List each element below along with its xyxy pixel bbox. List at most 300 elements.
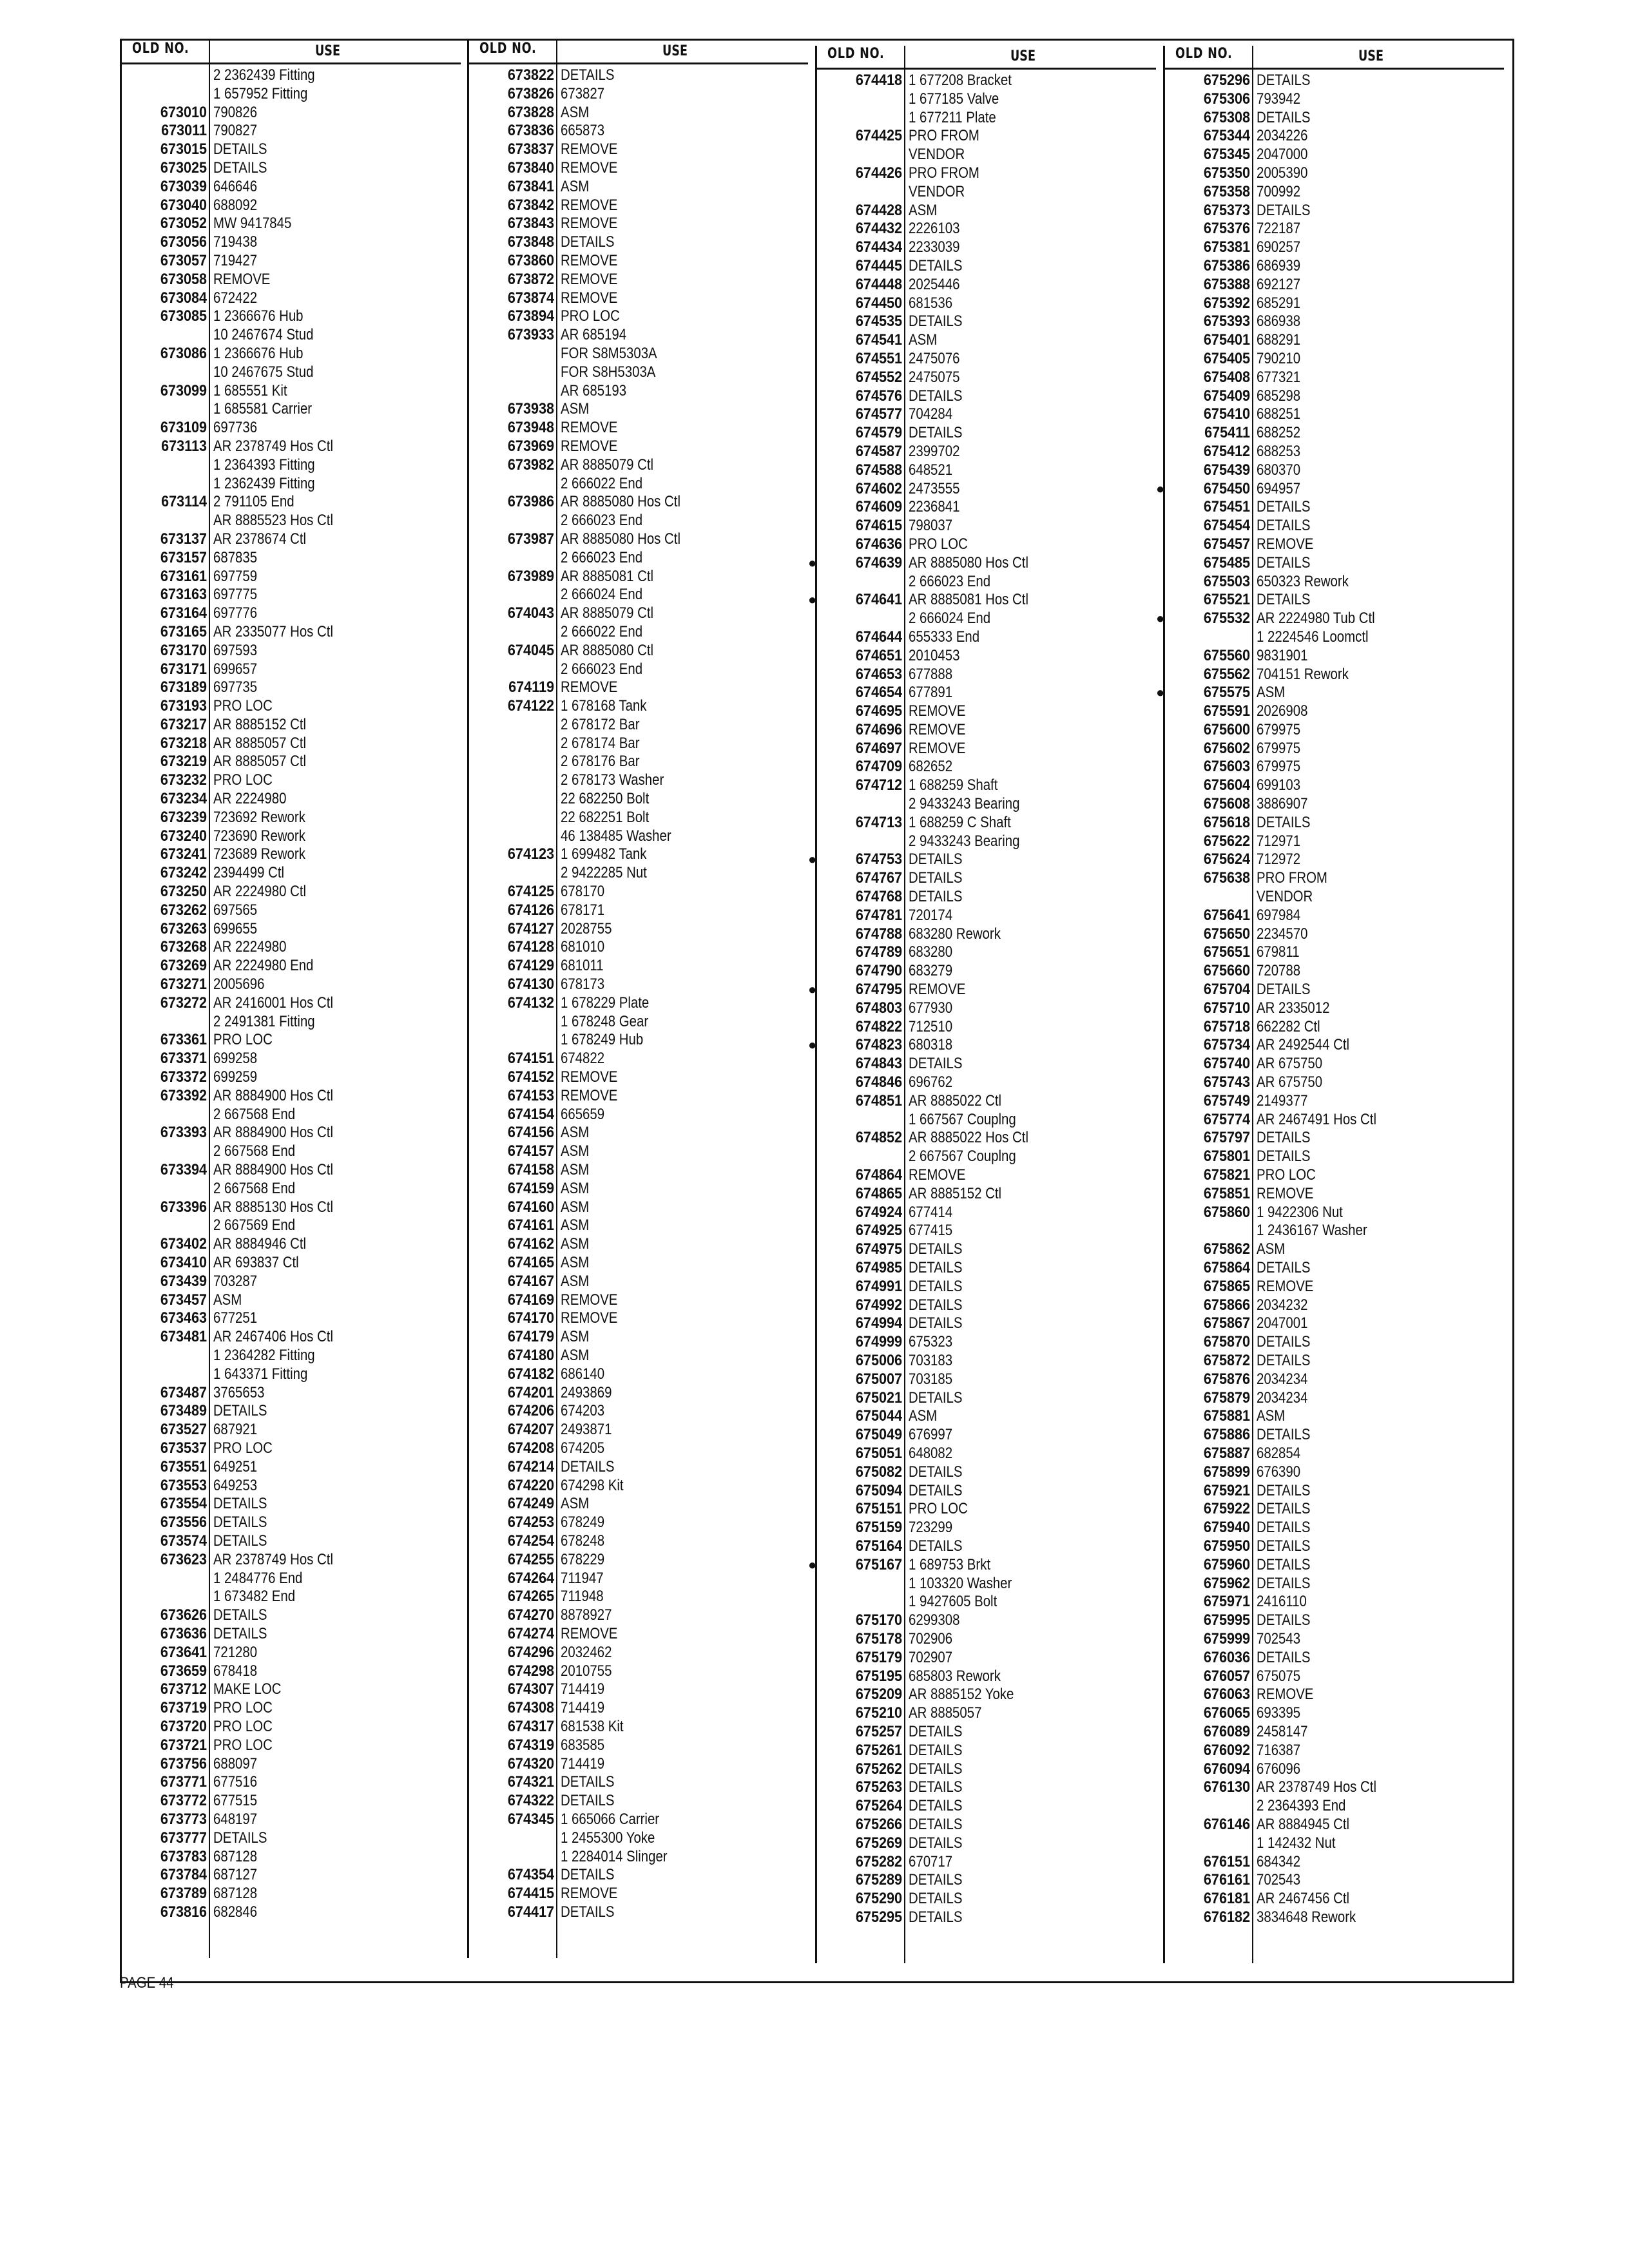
old-part-number: 673396 <box>160 1198 207 1216</box>
use-value: PRO LOC <box>561 307 620 325</box>
table-row <box>817 183 1156 202</box>
table-row <box>817 164 1156 183</box>
use-value: 790827 <box>213 122 258 140</box>
header-use: USE <box>315 43 340 59</box>
use-value: 2 666024 End <box>909 610 991 628</box>
table-row <box>817 1018 1156 1037</box>
old-part-number: 673272 <box>160 994 207 1012</box>
old-part-number: 674609 <box>855 498 902 516</box>
table-row <box>469 530 808 549</box>
table-row <box>817 1890 1156 1908</box>
old-part-number: 674043 <box>507 604 554 622</box>
old-part-number: 674354 <box>507 1866 554 1884</box>
table-row <box>1165 1296 1504 1315</box>
table-row <box>122 957 461 975</box>
use-value: 1 665066 Carrier <box>561 1810 660 1828</box>
table-row <box>1165 276 1504 294</box>
use-value: 1 667567 Couplng <box>909 1110 1016 1128</box>
table-row <box>817 1593 1156 1611</box>
old-part-number: 675532 <box>1203 610 1250 628</box>
use-value: PRO LOC <box>213 697 273 715</box>
table-row <box>1165 647 1504 666</box>
use-value: AR 8885523 Hos Ctl <box>213 512 333 530</box>
old-part-number: 675749 <box>1203 1091 1250 1110</box>
table-row <box>817 294 1156 313</box>
old-part-number: 675995 <box>1203 1611 1250 1629</box>
table-column-3 <box>808 46 1156 1963</box>
table-row <box>469 1198 808 1217</box>
use-value: 699657 <box>213 660 258 678</box>
table-row <box>1165 90 1504 109</box>
table-row <box>469 678 808 697</box>
table-row <box>1165 1370 1504 1389</box>
old-part-number: 673721 <box>160 1736 207 1754</box>
old-part-number: 675094 <box>855 1481 902 1499</box>
use-value: 683279 <box>909 962 953 980</box>
use-value: 2493869 <box>561 1383 612 1401</box>
table-row <box>469 437 808 456</box>
use-value: 672422 <box>213 289 258 307</box>
use-value: DETAILS <box>909 1741 963 1759</box>
table-row <box>469 1903 808 1922</box>
header-old-no: OLD NO. <box>827 46 885 62</box>
table-row <box>122 1680 461 1699</box>
table-row <box>817 424 1156 443</box>
use-value: 1 2366676 Hub <box>213 344 304 362</box>
use-value: 676096 <box>1257 1760 1301 1778</box>
table-row <box>469 1736 808 1755</box>
old-part-number: 673826 <box>507 84 554 102</box>
table-row <box>469 419 808 437</box>
change-bullet-icon: ● <box>1156 480 1165 497</box>
table-row <box>469 642 808 660</box>
old-part-number: 673860 <box>507 251 554 269</box>
table-row <box>817 1667 1156 1686</box>
table-row <box>817 1871 1156 1890</box>
table-row <box>808 553 1156 573</box>
table-row <box>1165 758 1504 776</box>
use-value: 681010 <box>561 938 605 956</box>
table-row <box>817 907 1156 925</box>
old-part-number: 674132 <box>507 994 554 1012</box>
table-row <box>817 684 1156 702</box>
use-value: 2 666023 End <box>561 548 643 566</box>
table-row <box>469 604 808 623</box>
use-value: 697565 <box>213 901 258 919</box>
use-value: REMOVE <box>213 270 271 288</box>
table-row <box>122 197 461 215</box>
old-part-number: 673841 <box>507 177 554 195</box>
use-value: 2034232 <box>1257 1296 1308 1314</box>
old-part-number: 675082 <box>855 1463 902 1481</box>
old-part-number: 675881 <box>1203 1407 1250 1425</box>
table-row <box>469 1570 808 1588</box>
table-row <box>122 140 461 159</box>
table-row <box>817 1723 1156 1742</box>
old-part-number: 675740 <box>1203 1055 1250 1073</box>
table-row <box>469 1662 808 1681</box>
use-value: 2 2362439 Fitting <box>213 66 315 84</box>
use-value: AR 8885130 Hos Ctl <box>213 1198 333 1216</box>
use-value: 722187 <box>1257 220 1301 238</box>
old-part-number: 675876 <box>1203 1370 1250 1388</box>
table-row <box>1165 72 1504 90</box>
table-row <box>1165 146 1504 164</box>
old-part-number: 675704 <box>1203 981 1250 999</box>
use-value: ASM <box>561 1198 590 1216</box>
use-value: 2 678173 Washer <box>561 771 664 789</box>
use-value: ASM <box>561 1495 590 1513</box>
use-value: DETAILS <box>1257 1148 1311 1166</box>
use-value: 682854 <box>1257 1444 1301 1462</box>
use-value: 1 678229 Plate <box>561 994 650 1012</box>
old-part-number: 673218 <box>160 734 207 752</box>
table-row <box>122 326 461 345</box>
table-row <box>122 716 461 735</box>
old-part-number: 674767 <box>855 869 902 887</box>
use-value: REMOVE <box>561 215 618 233</box>
old-part-number: 673969 <box>507 437 554 455</box>
parts-cross-reference-table <box>120 39 1514 1983</box>
old-part-number: 674651 <box>855 646 902 664</box>
use-value: PRO LOC <box>1257 1166 1316 1184</box>
old-part-number: 675457 <box>1203 535 1250 553</box>
table-row <box>1165 1018 1504 1037</box>
old-part-number: 674577 <box>855 405 902 423</box>
table-row <box>817 238 1156 257</box>
header-rule <box>122 62 461 64</box>
use-value: AR 2467456 Ctl <box>1257 1890 1350 1908</box>
table-row <box>122 345 461 363</box>
use-value: DETAILS <box>1257 1555 1311 1573</box>
change-bullet-icon: ● <box>808 591 817 608</box>
old-part-number: 673822 <box>507 66 554 84</box>
table-row <box>1165 1259 1504 1278</box>
table-row <box>1165 554 1504 573</box>
use-value: AR 2224980 End <box>213 957 314 975</box>
old-part-number: 674924 <box>855 1203 902 1221</box>
old-part-number: 676182 <box>1203 1908 1250 1926</box>
old-part-number: 674151 <box>507 1050 554 1068</box>
table-row <box>1165 1519 1504 1537</box>
use-value: AR 8884945 Ctl <box>1257 1815 1350 1833</box>
use-value: REMOVE <box>561 1885 618 1903</box>
old-part-number: 673170 <box>160 641 207 659</box>
table-row <box>1165 1537 1504 1556</box>
use-value: ASM <box>1257 1240 1286 1258</box>
use-value: 686140 <box>561 1365 605 1383</box>
table-row <box>469 1458 808 1477</box>
use-value: 687921 <box>213 1421 258 1439</box>
use-value: AR 8885152 Yoke <box>909 1686 1014 1704</box>
old-part-number: 673234 <box>160 790 207 808</box>
old-part-number: 675718 <box>1203 1017 1250 1035</box>
table-row <box>122 456 461 475</box>
table-row <box>469 568 808 586</box>
old-part-number: 673268 <box>160 938 207 956</box>
use-value: 703287 <box>213 1272 258 1290</box>
table-row <box>817 776 1156 795</box>
use-value: 648521 <box>909 461 953 479</box>
table-row <box>817 1389 1156 1408</box>
use-value: 2 9433243 Bearing <box>909 832 1020 850</box>
table-row <box>122 1087 461 1106</box>
table-row <box>122 1402 461 1421</box>
use-value: 703183 <box>909 1351 953 1369</box>
table-row <box>122 642 461 660</box>
table-row <box>1165 1686 1504 1704</box>
old-part-number: 675408 <box>1203 368 1250 386</box>
use-value: 697775 <box>213 586 258 604</box>
table-row <box>1165 220 1504 238</box>
use-value: ASM <box>561 1216 590 1235</box>
use-value: AR 2335012 <box>1257 999 1330 1017</box>
table-row <box>469 1142 808 1161</box>
old-part-number: 675710 <box>1203 999 1250 1017</box>
old-part-number: 675734 <box>1203 1036 1250 1054</box>
use-value: 2416110 <box>1257 1593 1307 1611</box>
old-part-number: 674214 <box>507 1457 554 1475</box>
old-part-number: 675170 <box>855 1611 902 1629</box>
table-row <box>122 735 461 753</box>
table-row <box>469 1866 808 1885</box>
use-value: 697593 <box>213 641 258 659</box>
table-row <box>817 1575 1156 1593</box>
old-part-number: 674654 <box>855 684 902 702</box>
old-part-number: 673789 <box>160 1885 207 1903</box>
old-part-number: 673086 <box>160 344 207 362</box>
old-part-number: 673011 <box>161 122 207 140</box>
use-value: PRO LOC <box>213 1717 273 1735</box>
table-row <box>817 962 1156 981</box>
table-row <box>817 1742 1156 1760</box>
use-value: 22 682251 Bolt <box>561 808 650 826</box>
table-row <box>122 883 461 901</box>
table-row <box>1165 888 1504 907</box>
use-value: 648082 <box>909 1444 953 1462</box>
old-part-number: 675743 <box>1203 1073 1250 1091</box>
table-row <box>469 1384 808 1403</box>
table-row <box>122 1736 461 1755</box>
use-value: 677414 <box>909 1203 953 1221</box>
table-row <box>122 1718 461 1736</box>
table-row <box>469 140 808 159</box>
table-row <box>817 702 1156 721</box>
use-value: DETAILS <box>1257 1574 1311 1592</box>
use-value: 687128 <box>213 1847 258 1865</box>
table-row <box>1165 925 1504 944</box>
old-part-number: 674712 <box>855 776 902 794</box>
table-row <box>817 1686 1156 1704</box>
table-row <box>122 1365 461 1384</box>
use-value: 723299 <box>909 1519 953 1537</box>
use-value: 688253 <box>1257 442 1301 460</box>
table-row <box>1165 498 1504 517</box>
old-part-number: 676151 <box>1203 1852 1250 1870</box>
old-part-number: 675179 <box>855 1648 902 1666</box>
use-value: 2 791105 End <box>213 493 294 511</box>
table-row <box>1165 1463 1504 1482</box>
old-part-number: 673057 <box>160 251 207 269</box>
old-part-number: 674790 <box>855 962 902 980</box>
old-part-number: 675971 <box>1203 1593 1250 1611</box>
table-row <box>1165 1630 1504 1649</box>
old-part-number: 674130 <box>507 975 554 994</box>
old-part-number: 673394 <box>160 1161 207 1179</box>
use-value: 1 643371 Fitting <box>213 1365 308 1383</box>
old-part-number: 673241 <box>160 845 207 863</box>
use-value: 688097 <box>213 1754 258 1773</box>
table-row <box>122 1273 461 1291</box>
table-row <box>808 981 1156 999</box>
use-value: DETAILS <box>909 424 963 442</box>
use-value: AR 8885080 Hos Ctl <box>561 493 680 511</box>
old-part-number: 673250 <box>160 883 207 901</box>
table-row <box>817 869 1156 888</box>
old-part-number: 674169 <box>507 1291 554 1309</box>
use-value: DETAILS <box>1257 1500 1311 1518</box>
use-value: REMOVE <box>561 1068 618 1086</box>
use-value: 685803 Rework <box>909 1667 1001 1685</box>
table-row <box>1165 1092 1504 1111</box>
use-value: 1 699482 Tank <box>561 845 647 863</box>
old-part-number: 673189 <box>160 678 207 697</box>
use-value: AR 8885081 Hos Ctl <box>909 591 1028 609</box>
use-value: 1 2484776 End <box>213 1569 303 1587</box>
old-part-number: 675450 <box>1203 479 1250 497</box>
table-column-1 <box>122 41 461 1958</box>
use-value: 1 677211 Plate <box>909 108 996 126</box>
old-part-number: 673263 <box>160 919 207 937</box>
use-value: 1 2364282 Fitting <box>213 1346 315 1364</box>
old-part-number: 675393 <box>1203 312 1250 331</box>
table-row <box>1165 962 1504 981</box>
old-part-number: 675821 <box>1203 1166 1250 1184</box>
use-value: 2475075 <box>909 368 960 386</box>
table-row <box>122 623 461 642</box>
old-part-number: 675376 <box>1203 220 1250 238</box>
old-part-number: 673784 <box>160 1866 207 1884</box>
old-part-number: 675289 <box>855 1871 902 1889</box>
table-row <box>469 1848 808 1867</box>
old-part-number: 675021 <box>855 1389 902 1407</box>
old-part-number: 675921 <box>1203 1481 1250 1499</box>
table-row <box>122 1848 461 1867</box>
use-value: ASM <box>909 201 938 219</box>
use-value: AR 2224980 <box>213 790 287 808</box>
table-row <box>1165 702 1504 721</box>
table-row <box>122 122 461 140</box>
use-value: 673827 <box>561 84 605 102</box>
table-row <box>817 1797 1156 1816</box>
table-row <box>469 697 808 716</box>
use-value: 650323 Rework <box>1257 572 1349 590</box>
use-value: 1 9427605 Bolt <box>909 1593 998 1611</box>
use-value: 720174 <box>909 906 953 924</box>
table-row <box>122 1254 461 1273</box>
table-row <box>817 610 1156 628</box>
old-part-number: 674161 <box>507 1216 554 1235</box>
use-value: ASM <box>561 1346 590 1364</box>
table-row <box>469 753 808 771</box>
use-value: AR 2378749 Hos Ctl <box>213 437 333 455</box>
old-part-number: 675962 <box>1203 1574 1250 1592</box>
use-value: AR 8884900 Hos Ctl <box>213 1161 333 1179</box>
table-row <box>817 109 1156 128</box>
use-value: 714419 <box>561 1754 605 1773</box>
table-row <box>122 864 461 883</box>
table-row <box>1165 869 1504 888</box>
old-part-number: 675295 <box>855 1908 902 1926</box>
table-row <box>469 1273 808 1291</box>
use-value: 696762 <box>909 1073 953 1091</box>
use-value: 682846 <box>213 1903 258 1921</box>
old-part-number: 673527 <box>160 1421 207 1439</box>
table-row <box>469 864 808 883</box>
old-part-number: 674179 <box>507 1328 554 1346</box>
table-row <box>469 289 808 308</box>
change-bullet-icon: ● <box>808 981 817 998</box>
use-value: 680318 <box>909 1036 953 1054</box>
table-row <box>1165 1314 1504 1333</box>
use-value: DETAILS <box>909 1389 963 1407</box>
old-part-number: 673641 <box>160 1643 207 1661</box>
use-value: 2034226 <box>1257 127 1308 145</box>
old-part-number: 675373 <box>1203 201 1250 219</box>
use-value: 679975 <box>1257 720 1301 738</box>
table-row <box>817 535 1156 554</box>
table-row <box>469 790 808 809</box>
old-part-number: 673719 <box>160 1699 207 1717</box>
old-part-number: 675345 <box>1203 146 1250 164</box>
table-row <box>122 1829 461 1848</box>
old-part-number: 675521 <box>1203 591 1250 609</box>
use-value: 678229 <box>561 1550 605 1568</box>
old-part-number: 673554 <box>160 1495 207 1513</box>
table-row <box>817 498 1156 517</box>
table-row <box>469 1050 808 1068</box>
table-row <box>122 1106 461 1124</box>
use-value: AR 8885081 Ctl <box>561 567 654 585</box>
table-row <box>122 215 461 233</box>
table-row <box>469 493 808 512</box>
old-part-number: 675872 <box>1203 1351 1250 1369</box>
old-part-number: 673164 <box>160 604 207 622</box>
use-value: PRO FROM <box>909 127 979 145</box>
use-value: PRO LOC <box>213 1031 273 1049</box>
table-row <box>122 790 461 809</box>
table-row <box>469 1885 808 1903</box>
use-value: DETAILS <box>561 1773 615 1791</box>
table-row <box>817 1649 1156 1667</box>
use-value: 687835 <box>213 548 258 566</box>
use-value: 679975 <box>1257 739 1301 757</box>
use-value: DETAILS <box>909 256 963 274</box>
change-bullet-icon: ● <box>808 1556 817 1573</box>
use-value: DETAILS <box>1257 108 1311 126</box>
use-value: 648197 <box>213 1810 258 1828</box>
old-part-number: 673553 <box>160 1476 207 1494</box>
use-value: 679811 <box>1257 943 1300 961</box>
use-value: 2 9433243 Bearing <box>909 795 1020 813</box>
old-part-number: 675864 <box>1203 1259 1250 1276</box>
table-row <box>122 1124 461 1142</box>
header-use: USE <box>1010 48 1036 64</box>
table-row <box>469 1402 808 1421</box>
old-part-number: 674535 <box>855 312 902 331</box>
old-part-number: 673410 <box>160 1254 207 1271</box>
use-value: 2 667568 End <box>213 1179 296 1197</box>
